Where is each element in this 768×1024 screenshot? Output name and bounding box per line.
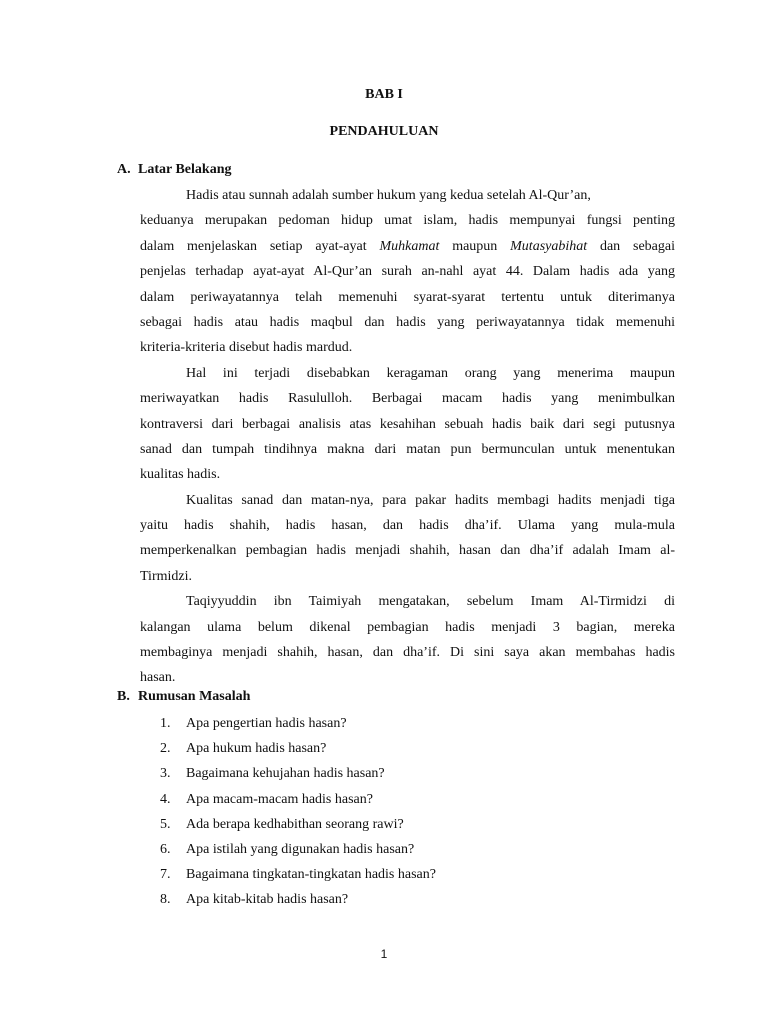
paragraph-line: dalam periwayatannya telah memenuhi syarat-syarat tertentu untuk diterimanya xyxy=(140,289,675,305)
research-questions-list xyxy=(160,711,436,913)
paragraph-line: Kualitas sanad dan matan-nya, para pakar hadits membagi hadits menjadi tiga xyxy=(186,492,675,508)
list-item: 7. Bagaimana tingkatan-tingkatan hadis hasan? xyxy=(160,867,436,883)
chapter-number: BAB I xyxy=(365,87,403,102)
section-a-letter: A. xyxy=(117,162,131,177)
paragraph-line: sebagai hadis atau hadis maqbul dan hadis yang periwayatannya tidak memenuhi xyxy=(140,314,675,330)
paragraph-line: Tirmidzi. xyxy=(140,568,192,584)
paragraph-line: kalangan ulama belum dikenal pembagian hadis menjadi 3 bagian, mereka xyxy=(140,619,675,635)
list-item: 8. Apa kitab-kitab hadis hasan? xyxy=(160,892,349,908)
list-item: 3. Bagaimana kehujahan hadis hasan? xyxy=(160,766,385,782)
list-item: 4. Apa macam-macam hadis hasan? xyxy=(160,791,373,807)
paragraph-line: Hal ini terjadi disebabkan keragaman orang yang menerima maupun xyxy=(186,365,675,381)
paragraph-line: kontraversi dari berbagai analisis atas kesahihan sebuah hadis baik dari segi putusnya xyxy=(140,416,675,432)
italic-term-muhkamat: Muhkamat xyxy=(379,238,440,254)
paragraph-line: Taqiyyuddin ibn Taimiyah mengatakan, sebelum Imam Al-Tirmidzi di xyxy=(186,594,675,610)
section-b-heading xyxy=(117,689,250,705)
list-item: 5. Ada berapa kedhabithan seorang rawi? xyxy=(160,816,404,832)
paragraph-line: membaginya menjadi shahih, hasan, dan dha’if. Di sini saya akan membahas hadis xyxy=(140,645,675,661)
paragraph-line: penjelas terhadap ayat-ayat Al-Qur’an surah an-nahl ayat 44. Dalam hadis ada yang xyxy=(140,264,675,280)
page-number: 1 xyxy=(380,947,388,961)
section-a-body xyxy=(140,183,675,691)
paragraph-line: dalam menjelaskan setiap ayat-ayat Muhkamat maupun Mutasyabihat dan sebagai xyxy=(140,238,675,254)
paragraph-line: keduanya merupakan pedoman hidup umat islam, hadis mempunyai fungsi penting xyxy=(140,213,675,229)
section-a-title: Latar Belakang xyxy=(138,162,232,177)
section-b-title: Rumusan Masalah xyxy=(138,689,251,704)
paragraph-line: Hadis atau sunnah adalah sumber hukum yang kedua setelah Al-Qur’an, xyxy=(186,188,591,203)
paragraph-line: kualitas hadis. xyxy=(140,467,221,483)
chapter-title: PENDAHULUAN xyxy=(329,124,439,139)
paragraph-line: kriteria-kriteria disebut hadis mardud. xyxy=(140,340,353,356)
paragraph-line: yaitu hadis shahih, hadis hasan, dan hadis dha’if. Ulama yang mula-mula xyxy=(140,518,675,534)
italic-term-mutasyabihat: Mutasyabihat xyxy=(510,238,588,254)
section-b-letter: B. xyxy=(117,689,130,704)
list-item: 1. Apa pengertian hadis hasan? xyxy=(160,716,347,731)
section-a-heading xyxy=(117,162,231,178)
paragraph-line: memperkenalkan pembagian hadis menjadi shahih, hasan dan dha’if adalah Imam al- xyxy=(140,543,675,559)
list-item: 2. Apa hukum hadis hasan? xyxy=(160,741,327,757)
paragraph-line: hasan. xyxy=(140,670,176,686)
paragraph-line: meriwayatkan hadis Rasululloh. Berbagai macam hadis yang menimbulkan xyxy=(140,391,675,407)
list-item: 6. Apa istilah yang digunakan hadis hasan? xyxy=(160,841,415,857)
paragraph-line: sanad dan tumpah tindihnya makna dari matan pun bermunculan untuk menentukan xyxy=(140,441,675,457)
